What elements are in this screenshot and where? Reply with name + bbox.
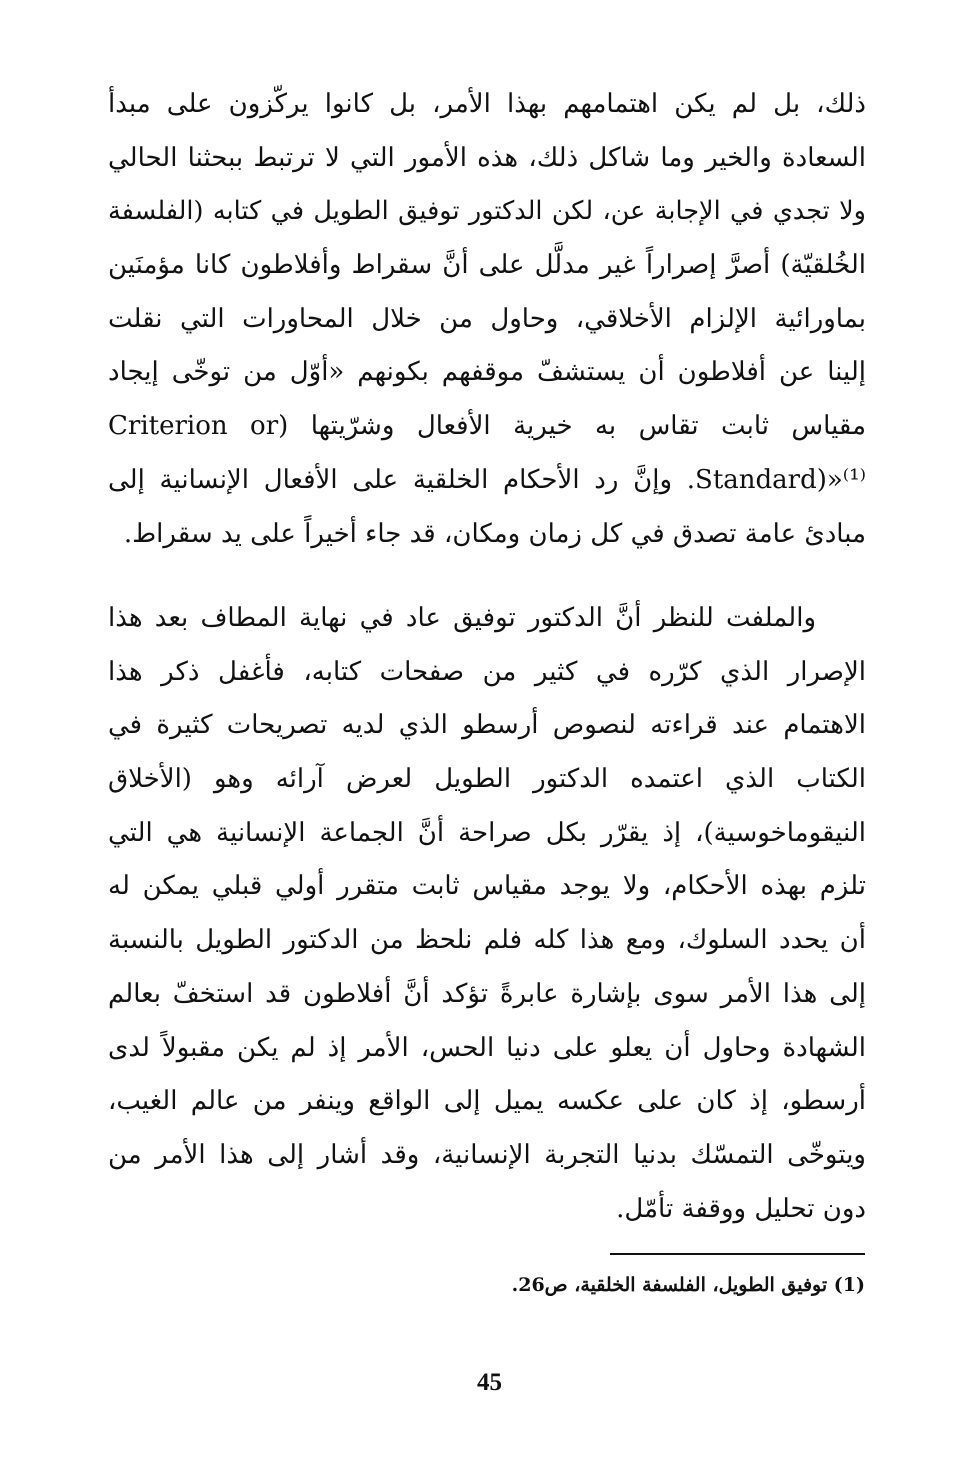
footnote-divider: [610, 1253, 865, 1255]
page-number: 45: [477, 1369, 502, 1396]
text-line: مبادئ عامة تصدق في كل زمان ومكان، قد جاء أخيراً على يد سقراط.: [123, 518, 866, 549]
text-line: والملفت للنظر أنَّ الدكتور توفيق عاد في نهاية المطاف بعد هذا: [108, 603, 816, 633]
text-line: Standard)»⁽¹⁾. وإنَّ رد الأحكام الخلقية على الأفعال الإنسانية إلى: [108, 464, 866, 495]
text-line: الاهتمام عند قراءته لنصوص أرسطو الذي لديه تصريحات كثيرة في: [108, 710, 866, 741]
text-line: تلزم بهذه الأحكام، ولا يوجد مقياس ثابت متقرر أولي قبلي يمكن له: [108, 871, 866, 902]
text-line: ويتوخّى التمسّك بدنيا التجربة الإنسانية، وقد أشار إلى هذا الأمر من: [108, 1139, 866, 1170]
text-line: أن يحدد السلوك، ومع هذا كله فلم نلحظ من الدكتور الطويل بالنسبة: [108, 925, 866, 956]
text-line: الخُلقيّة) أصرَّ إصراراً غير مدلَّل على أنَّ سقراط وأفلاطون كانا مؤمنَين: [108, 250, 866, 281]
text-line: الإصرار الذي كرّره في كثير من صفحات كتابه، فأغفل ذكر هذا: [108, 656, 866, 687]
text-line: إلينا عن أفلاطون أن يستشفّ موقفهم بكونهم «أوّل من توخّى إيجاد: [108, 357, 866, 388]
paragraph-2: [108, 592, 866, 1236]
text-line: ذلك، بل لم يكن اهتمامهم بهذا الأمر، بل كانوا يركّزون على مبدأ: [108, 89, 866, 119]
text-line: الكتاب الذي اعتمده الدكتور الطويل لعرض آرائه وهو (الأخلاق: [108, 764, 866, 795]
text-line: أرسطو، إذ كان على عكسه يميل إلى الواقع وينفر من عالم الغيب،: [108, 1086, 866, 1117]
paragraph-1: [108, 78, 866, 561]
text-line: دون تحليل ووقفة تأمّل.: [616, 1193, 866, 1224]
text-line: السعادة والخير وما شاكل ذلك، هذه الأمور التي لا ترتبط ببحثنا الحالي: [108, 142, 866, 173]
text-line: الشهادة وحاول أن يعلو على دنيا الحس، الأمر إذ لم يكن مقبولاً لدى: [108, 1032, 866, 1063]
text-line: بماورائية الإلزام الأخلاقي، وحاول من خلال المحاورات التي نقلت: [108, 303, 866, 334]
text-line: ولا تجدي في الإجابة عن، لكن الدكتور توفيق الطويل في كتابه (الفلسفة: [108, 196, 866, 227]
text-line: النيقوماخوسية)، إذ يقرّر بكل صراحة أنَّ الجماعة الإنسانية هي التي: [108, 817, 866, 848]
text-line: إلى هذا الأمر سوى بإشارة عابرةً تؤكد أنَّ أفلاطون قد استخفّ بعالم: [108, 978, 866, 1009]
footnote: (1) توفيق الطويل، الفلسفة الخلقية، ص26.: [511, 1274, 865, 1296]
text-line: مقياس ثابت تقاس به خيرية الأفعال وشرّيتها (Criterion or: [108, 411, 866, 442]
